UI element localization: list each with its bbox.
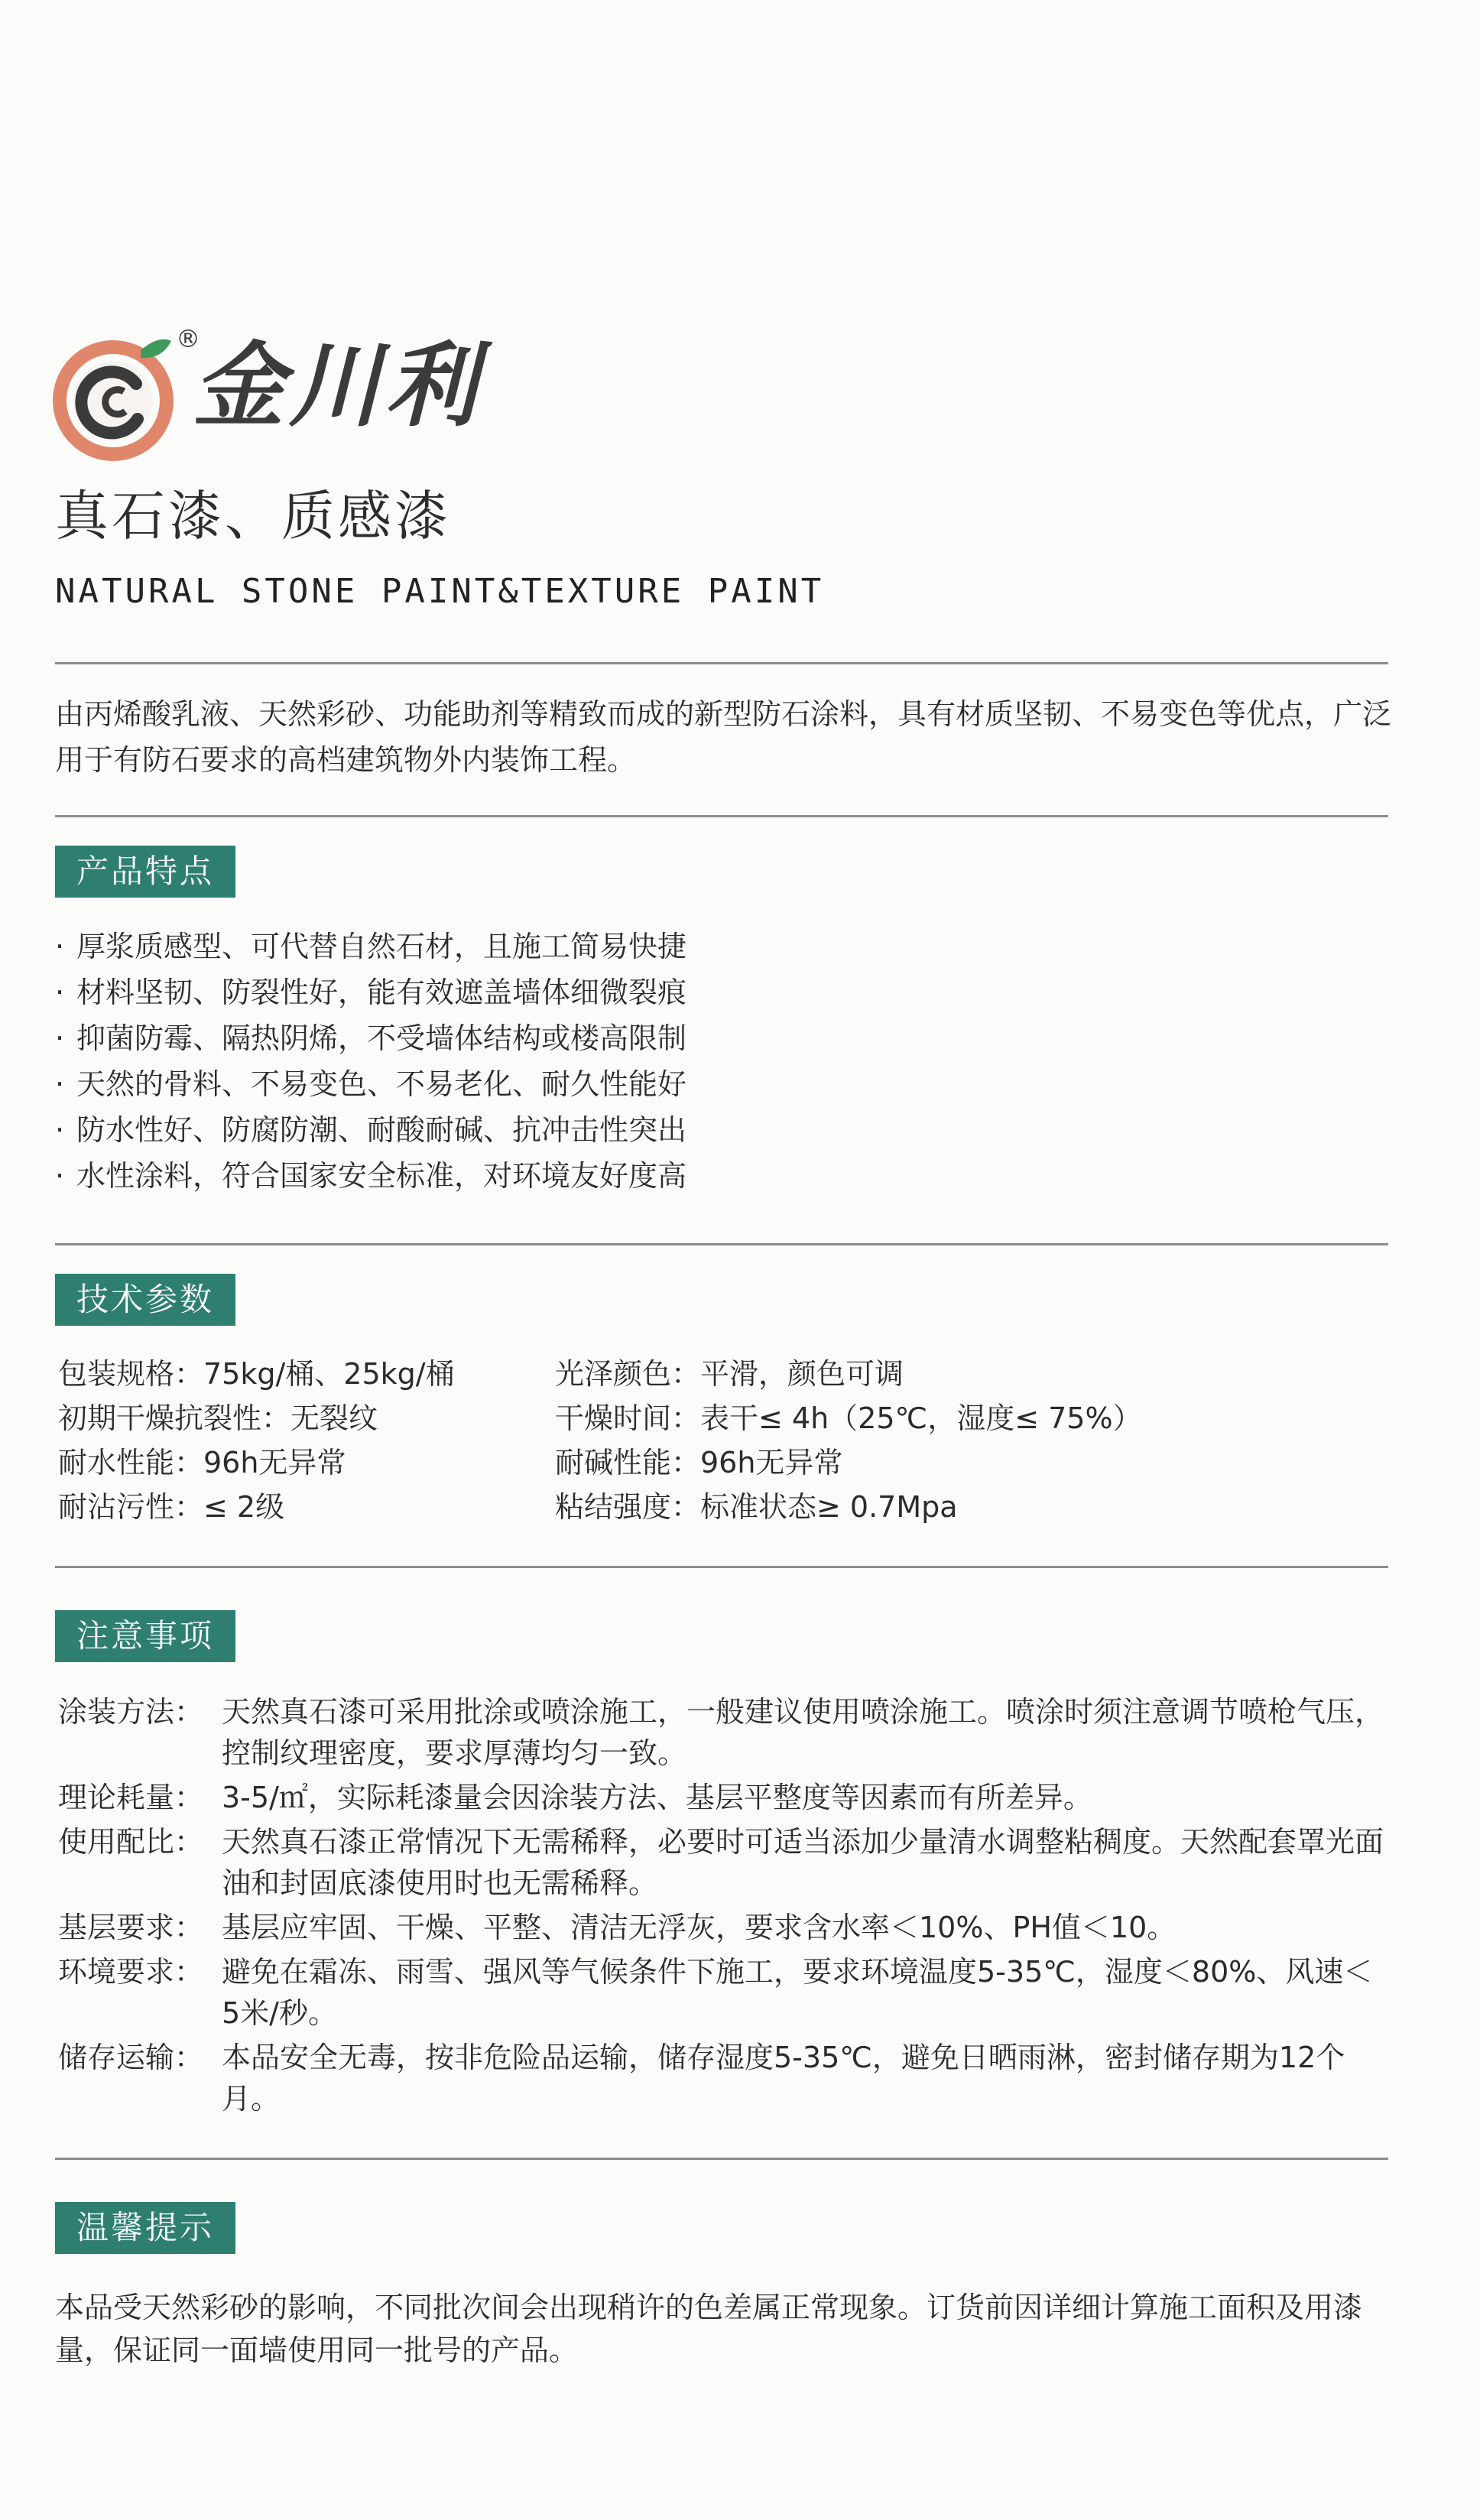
note-text: 基层应牢固、干燥、平整、清洁无浮灰，要求含水率＜10%、PH值＜10。	[222, 1911, 1177, 1944]
note-label: 储存运输：	[58, 2041, 204, 2074]
note-label: 涂装方法：	[58, 1695, 204, 1729]
param-cell: 粘结强度：标准状态≥ 0.7Mpa	[555, 1490, 958, 1524]
param-row	[58, 1352, 1358, 1396]
note-item	[58, 1821, 1388, 1904]
section-heading-tips: 温馨提示	[55, 2202, 235, 2254]
feature-item: · 天然的骨料、不易变色、不易老化、耐久性能好	[55, 1067, 687, 1101]
note-text: 天然真石漆正常情况下无需稀释，必要时可适当添加少量清水调整粘稠度。天然配套罩光面油和封固底漆使用时也无需稀释。	[222, 1825, 1384, 1900]
note-label: 环境要求：	[58, 1955, 204, 1989]
note-item	[58, 2037, 1388, 2119]
note-item	[58, 1691, 1388, 1774]
section-heading-notes: 注意事项	[55, 1610, 235, 1662]
section-heading-params: 技术参数	[55, 1274, 235, 1326]
note-text: 3-5/㎡，实际耗漆量会因涂装方法、基层平整度等因素而有所差异。	[222, 1781, 1092, 1814]
param-cell: 耐碱性能：96h无异常	[555, 1446, 843, 1479]
param-cell: 干燥时间：表干≤ 4h（25℃，湿度≤ 75%）	[555, 1401, 1142, 1435]
param-row	[58, 1440, 1358, 1485]
note-text: 天然真石漆可采用批涂或喷涂施工，一般建议使用喷涂施工。喷涂时须注意调节喷枪气压，控制纹理密度，要求厚薄均匀一致。	[222, 1695, 1384, 1770]
param-cell: 耐水性能：96h无异常	[58, 1446, 346, 1479]
note-label: 使用配比：	[58, 1825, 204, 1859]
feature-item: · 厚浆质感型、可代替自然石材，且施工简易快捷	[55, 930, 687, 963]
divider	[55, 662, 1388, 664]
feature-item: · 抑菌防霉、隔热阴烯，不受墙体结构或楼高限制	[55, 1021, 687, 1055]
feature-item: · 防水性好、防腐防潮、耐酸耐碱、抗冲击性突出	[55, 1113, 687, 1147]
divider	[55, 815, 1388, 817]
feature-item: · 水性涂料，符合国家安全标准，对环境友好度高	[55, 1159, 687, 1193]
param-cell: 耐沾污性：≤ 2级	[58, 1490, 285, 1524]
section-heading-features: 产品特点	[55, 846, 235, 898]
note-label: 理论耗量：	[58, 1781, 204, 1814]
intro-paragraph: 由丙烯酸乳液、天然彩砂、功能助剂等精致而成的新型防石涂料，具有材质坚韧、不易变色等优点，广泛用于有防石要求的高档建筑物外内装饰工程。	[55, 697, 1392, 777]
brand-logo	[50, 324, 509, 469]
note-item	[58, 1951, 1388, 2034]
feature-item: · 材料坚韧、防裂性好，能有效遮盖墙体细微裂痕	[55, 976, 687, 1009]
registered-mark: ®	[176, 324, 200, 353]
divider	[55, 2158, 1388, 2160]
product-title-cn: 真石漆、质感漆	[55, 485, 451, 547]
note-item	[58, 1907, 1388, 1948]
param-cell: 包装规格：75kg/桶、25kg/桶	[58, 1357, 455, 1391]
tip-paragraph: 本品受天然彩砂的影响，不同批次间会出现稍许的色差属正常现象。订货前因详细计算施工面积及用漆量，保证同一面墙使用同一批号的产品。	[55, 2291, 1363, 2367]
brand-emblem-icon	[50, 324, 180, 469]
param-table	[58, 1352, 1358, 1529]
param-cell: 初期干燥抗裂性：无裂纹	[58, 1401, 378, 1435]
param-cell: 光泽颜色：平滑，颜色可调	[555, 1357, 904, 1391]
divider	[55, 1243, 1388, 1245]
param-row	[58, 1485, 1358, 1529]
note-text: 避免在霜冻、雨雪、强风等气候条件下施工，要求环境温度5-35℃，湿度＜80%、风速＜5米/秒。	[222, 1955, 1373, 2030]
note-text: 本品安全无毒，按非危险品运输，储存湿度5-35℃，避免日晒雨淋，密封储存期为12个月。	[222, 2041, 1345, 2116]
divider	[55, 1566, 1388, 1568]
brand-name: 金川利	[193, 333, 482, 440]
note-label: 基层要求：	[58, 1911, 204, 1944]
feature-list	[55, 924, 686, 1199]
note-item	[58, 1777, 1388, 1818]
param-row	[58, 1396, 1358, 1440]
notes-list	[58, 1691, 1388, 2122]
product-title-en: NATURAL STONE PAINT&TEXTURE PAINT	[55, 572, 825, 611]
